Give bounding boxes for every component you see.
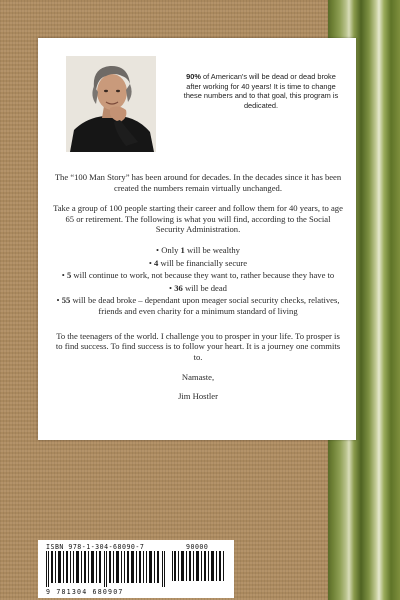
- author-portrait-image: [66, 56, 156, 152]
- paragraph-group-of-100: Take a group of 100 people starting their career and follow them for 40 years, to age 65 or retirement. The following is what you will find, according to the Social Security Administration.: [53, 203, 343, 235]
- stat-item-dead: • 36 will be dead: [169, 282, 227, 293]
- statistics-list: [52, 245, 344, 317]
- ean-barcode-bars: [46, 551, 166, 587]
- price-addon-bars: [172, 551, 224, 581]
- intro-text: of American's will be dead or dead broke after working for 40 years! It is time to change these numbers and to that goal, this program is dedicated.: [183, 72, 339, 110]
- greeting: Namaste,: [181, 372, 215, 383]
- paragraph-100-man-story: The “100 Man Story” has been around for decades. In the decades since it has been created the numbers remain virtually unchanged.: [54, 172, 342, 193]
- back-cover-text-panel: [38, 38, 356, 440]
- isbn-barcode: [38, 540, 234, 598]
- signature-block: [52, 372, 344, 401]
- stat-item-secure: • 4 will be financially secure: [148, 257, 248, 268]
- intro-statement: [178, 72, 344, 110]
- stat-item-working: • 5 will continue to work, not because they want to, rather because they have to: [61, 270, 335, 281]
- author-name: Jim Hostler: [178, 390, 218, 401]
- author-photo: [66, 56, 156, 152]
- isbn-number: ISBN 978-1-304-68090-7: [46, 543, 145, 551]
- stat-item-broke: • 55 will be dead broke – dependant upon meager social security checks, relatives, friends and even charity for a minimum standard of living: [56, 295, 340, 316]
- barcode-digits: 9 781304 680907: [46, 588, 124, 596]
- stat-item-wealthy: • Only 1 will be wealthy: [156, 244, 240, 255]
- intro-percent: 90%: [186, 72, 201, 81]
- paragraph-closing: To the teenagers of the world. I challenge you to prosper in your life. To prosper is to find success. To find success is to follow your heart. It is a journey one commits to.: [55, 330, 341, 362]
- price-code: 90000: [186, 543, 209, 551]
- body-text: [52, 172, 344, 410]
